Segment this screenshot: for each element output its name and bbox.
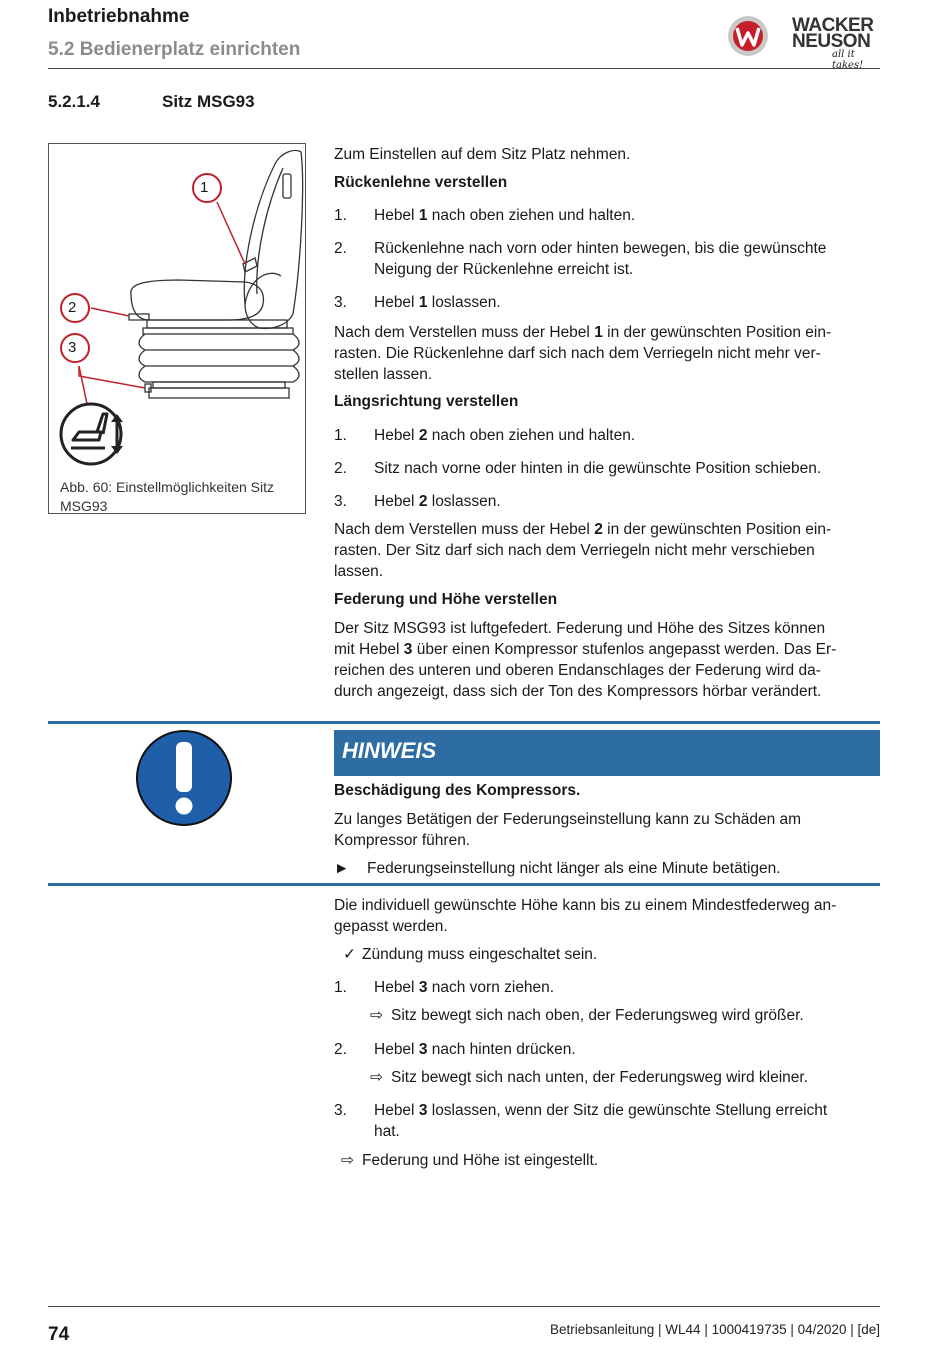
backrest-step-2: Rückenlehne nach vorn oder hinten bewegen, bis die gewünschte Neigung der Rückenlehne erreicht ist. — [374, 240, 827, 278]
seat-adjust-symbol-icon — [61, 404, 123, 464]
section-number: 5.2.1.4 — [48, 92, 100, 111]
longitudinal-heading: Längsrichtung verstellen — [334, 393, 519, 410]
page-number: 74 — [48, 1324, 70, 1345]
longitudinal-step-3: Hebel 2 loslassen. — [374, 493, 501, 510]
logo-tagline: all it takes! — [832, 49, 864, 71]
footer-divider — [48, 1306, 880, 1307]
backrest-step-3-number: 3. — [334, 294, 347, 311]
height-step-2-number: 2. — [334, 1041, 347, 1058]
notice-action: Federungseinstellung nicht länger als eine Minute betätigen. — [367, 860, 781, 877]
document-reference: Betriebsanleitung | WL44 | 1000419735 | 04/2020 | [de] — [549, 1322, 880, 1337]
chapter-title: Inbetriebnahme — [48, 6, 190, 27]
checkmark-icon: ✓ — [343, 946, 356, 963]
mandatory-action-sign-icon — [134, 728, 234, 828]
backrest-heading: Rückenlehne verstellen — [334, 174, 508, 191]
notice-text: Zu langes Betätigen der Federungseinstellung kann zu Schäden am Kompressor führen. — [334, 811, 802, 849]
section-title: Sitz MSG93 — [162, 92, 255, 111]
height-step-1-number: 1. — [334, 979, 347, 996]
notice-label: HINWEIS — [342, 738, 437, 763]
callout-3-label: 3 — [68, 339, 77, 356]
figure-caption-line1: Abb. 60: Einstellmöglichkeiten Sitz — [60, 479, 274, 495]
result-arrow-icon: ⇨ — [370, 1007, 383, 1024]
height-step-3: Hebel 3 loslassen, wenn der Sitz die gewünschte Stellung erreicht hat. — [374, 1102, 828, 1140]
notice-bottom-rule — [48, 883, 880, 886]
height-intro: Die individuell gewünschte Höhe kann bis zu einem Mindestfederweg an- gepasst werden. — [334, 897, 837, 935]
longitudinal-note: Nach dem Verstellen muss der Hebel 2 in der gewünschten Position ein- rasten. Der Sitz darf sich nach dem Verriegeln nicht mehr verschieben lassen. — [334, 521, 832, 580]
suspension-text: Der Sitz MSG93 ist luftgefedert. Federung und Höhe des Sitzes können mit Hebel 3 über einen Kompressor stufenlos angepasst werden. Das Er- reichen des unteren und oberen Endanschlages der Federung wird da- durch angezeigt, dass sich der Ton des Kompressors hörbar verändert. — [334, 620, 837, 700]
backrest-step-3: Hebel 1 loslassen. — [374, 294, 501, 311]
final-result: Federung und Höhe ist eingestellt. — [362, 1152, 599, 1169]
longitudinal-step-2-number: 2. — [334, 460, 347, 477]
wacker-neuson-logo — [724, 12, 884, 71]
height-step-2: Hebel 3 nach hinten drücken. — [374, 1041, 576, 1058]
backrest-note: Nach dem Verstellen muss der Hebel 1 in der gewünschten Position ein- rasten. Die Rückenlehne darf sich nach dem Verriegeln nicht mehr ver- stellen lassen. — [334, 324, 832, 383]
section-subtitle: 5.2 Bedienerplatz einrichten — [48, 39, 301, 60]
suspension-heading: Federung und Höhe verstellen — [334, 591, 558, 608]
callout-1-label: 1 — [200, 179, 209, 196]
wacker-neuson-emblem-icon — [726, 14, 770, 58]
header-divider — [48, 68, 880, 69]
height-step-2-result: Sitz bewegt sich nach unten, der Federungsweg wird kleiner. — [391, 1069, 809, 1086]
backrest-step-2-number: 2. — [334, 240, 347, 257]
notice-heading: Beschädigung des Kompressors. — [334, 782, 581, 799]
result-arrow-icon: ⇨ — [341, 1152, 354, 1169]
callout-2-label: 2 — [68, 299, 77, 316]
figure-caption — [60, 478, 300, 516]
height-step-3-number: 3. — [334, 1102, 347, 1119]
precondition-text: Zündung muss eingeschaltet sein. — [362, 946, 598, 963]
longitudinal-step-2: Sitz nach vorne oder hinten in die gewünschte Position schieben. — [374, 460, 822, 477]
height-step-1: Hebel 3 nach vorn ziehen. — [374, 979, 555, 996]
longitudinal-step-3-number: 3. — [334, 493, 347, 510]
seat-illustration — [49, 144, 305, 474]
figure-caption-line2: MSG93 — [60, 498, 108, 514]
longitudinal-step-1-number: 1. — [334, 427, 347, 444]
seat-figure — [48, 143, 306, 514]
longitudinal-step-1: Hebel 2 nach oben ziehen und halten. — [374, 427, 636, 444]
notice-top-rule — [48, 721, 880, 724]
backrest-step-1-number: 1. — [334, 207, 347, 224]
height-step-1-result: Sitz bewegt sich nach oben, der Federungsweg wird größer. — [391, 1007, 804, 1024]
backrest-step-1: Hebel 1 nach oben ziehen und halten. — [374, 207, 636, 224]
logo-word-neuson: NEUSON — [792, 31, 871, 52]
action-marker-icon: ► — [334, 860, 350, 877]
intro-text: Zum Einstellen auf dem Sitz Platz nehmen. — [334, 146, 631, 163]
logo-word-wacker: WACKER — [792, 15, 874, 36]
result-arrow-icon: ⇨ — [370, 1069, 383, 1086]
